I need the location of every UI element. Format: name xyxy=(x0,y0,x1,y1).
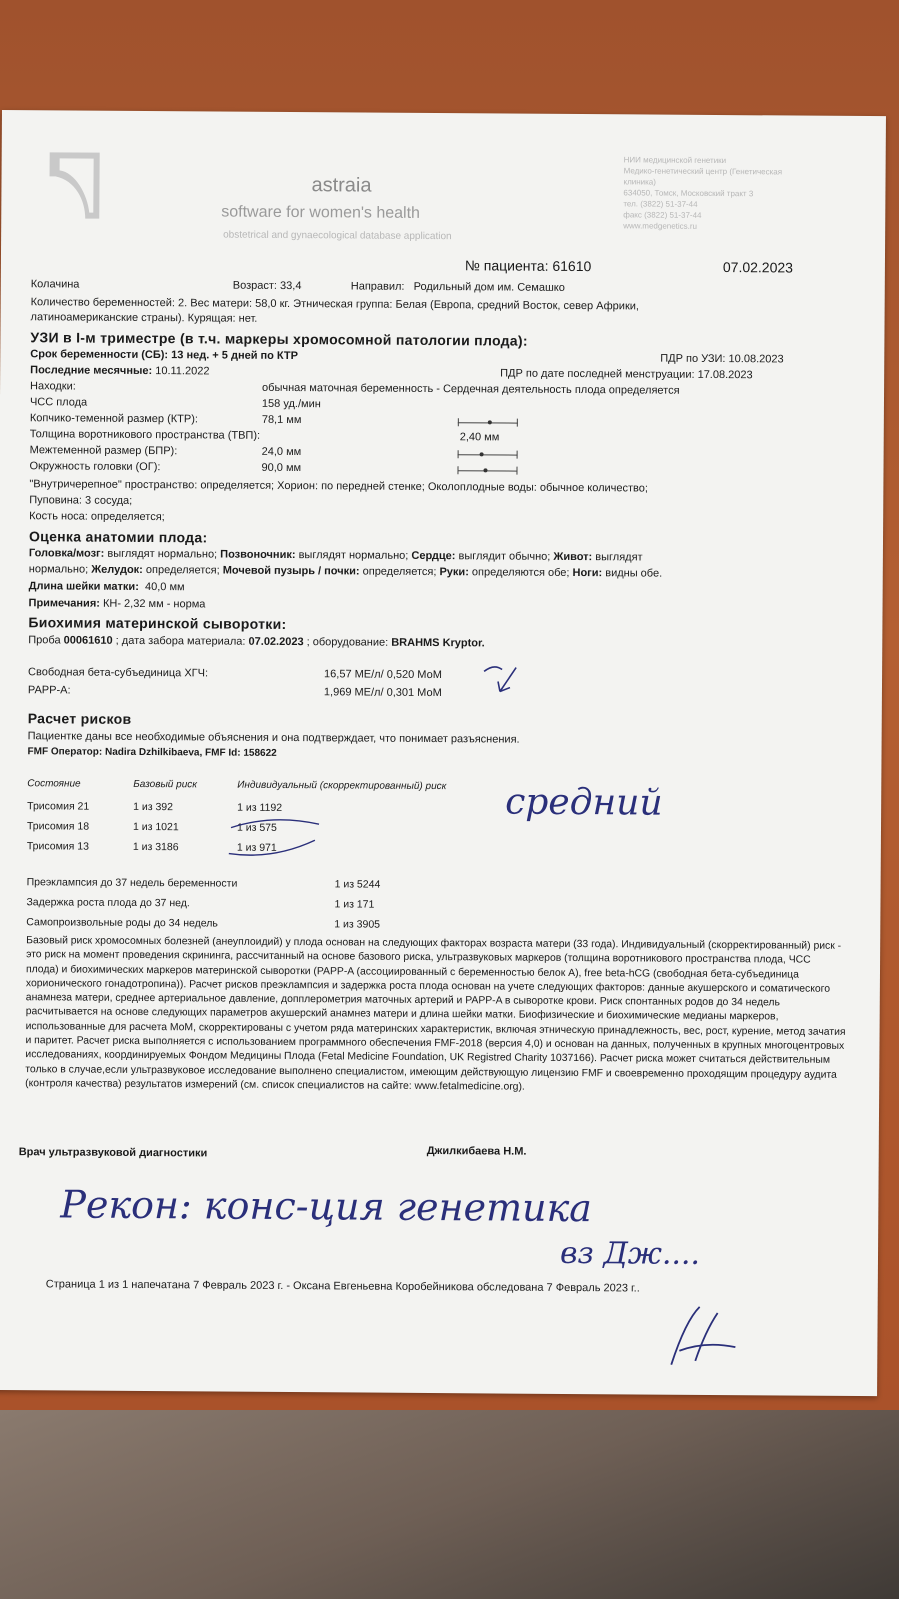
us-row-value: 24,0 мм xyxy=(261,445,302,459)
risk-row-cond: Трисомия 18 xyxy=(26,820,90,833)
risk-row-individual: 1 из 971 xyxy=(236,841,277,854)
other-risk-value: 1 из 3905 xyxy=(334,918,381,931)
other-risk-cond: Преэклампсия до 37 недель беременности xyxy=(26,876,238,890)
ultrasound-title: УЗИ в I-м триместре (в т.ч. маркеры хромосомной патологии плода): xyxy=(30,329,528,349)
risk-row-base: 1 из 3186 xyxy=(132,840,179,854)
biochem-label: PAPP-A: xyxy=(27,684,71,697)
us-row-label: Окружность головки (ОГ): xyxy=(29,460,161,474)
handwritten-circle-mark xyxy=(223,814,323,861)
risk-header-individual: Индивидуальный (скорректированный) риск xyxy=(237,779,447,793)
fmf-operator: FMF Оператор: Nadira Dzhilkibaeva, FMF Id: 158622 xyxy=(27,746,277,759)
signature-mark xyxy=(665,1301,745,1372)
anatomy-title: Оценка анатомии плода: xyxy=(28,528,208,546)
anatomy-line1: Головка/мозг: выглядят нормально; Позвоночник: выглядят нормально; Сердце: выглядит обычно; Живот: выглядят xyxy=(28,547,643,564)
handwritten-arrow-mark xyxy=(480,661,530,701)
percentile-scale xyxy=(458,449,518,459)
us-row-value: 158 уд./мин xyxy=(261,397,321,411)
notes: Примечания: КН- 2,32 мм - норма xyxy=(28,597,206,611)
risk-row-base: 1 из 392 xyxy=(133,800,174,814)
last-menstruation: Последние месячные: 10.11.2022 xyxy=(30,364,210,378)
us-row-value: 78,1 мм xyxy=(261,413,302,427)
risk-header-base: Базовый риск xyxy=(133,778,198,791)
biochem-value: 1,969 МЕ/л/ 0,301 МоМ xyxy=(323,686,442,700)
brand-subtag: obstetrical and gynaecological database application xyxy=(223,229,452,243)
patient-details-line1: Количество беременностей: 2. Вес матери: 58,0 кг. Этническая группа: Белая (Европа, средний Восток, север Африки, xyxy=(30,296,640,313)
patient-name: Колачина xyxy=(30,278,80,291)
due-date-lmp: ПДР по дате последней менструации: 17.08.2023 xyxy=(500,367,753,382)
other-risk-cond: Самопроизвольные роды до 34 недель xyxy=(26,916,218,930)
nasal-bone-line: Кость носа: определяется; xyxy=(29,510,165,524)
handwritten-note-1: средний xyxy=(505,781,663,824)
other-risk-value: 1 из 171 xyxy=(334,898,375,911)
findings-label: Находки: xyxy=(30,380,76,393)
anatomy-line2: нормально; Желудок: определяется; Мочевой пузырь / почки: определяется; Руки: определяются обе; Ноги: видны обе. xyxy=(28,563,663,580)
risk-row-individual: 1 из 575 xyxy=(236,821,277,834)
referred-by: Направил: Родильный дом им. Семашко xyxy=(350,280,565,294)
doctor-label: Врач ультразвуковой диагностики xyxy=(18,1146,208,1160)
findings-value: обычная маточная беременность - Сердечная деятельность плода определяется xyxy=(262,381,680,397)
biochem-label: Свободная бета-субъединица ХГЧ: xyxy=(28,666,209,680)
patient-details-line2: латиноамериканские страны). Курящая: нет. xyxy=(30,311,258,325)
umbilical-cord-line: Пуповина: 3 сосуда; xyxy=(29,494,133,507)
us-row-label: Копчико-теменной размер (КТР): xyxy=(29,412,199,426)
other-risk-value: 1 из 5244 xyxy=(334,878,381,891)
patient-number: № пациента: 61610 xyxy=(464,257,592,275)
document-page xyxy=(0,110,886,1396)
risk-row-individual: 1 из 1192 xyxy=(237,801,283,814)
intracranial-chorion-line: "Внутричерепное" пространство: определяется; Хорион: по передней стенке; Околоплодные воды: обычное количество; xyxy=(29,478,648,495)
sample-info: Проба 00061610 ; дата забора материала: 07.02.2023 ; оборудование: BRAHMS Kryptor. xyxy=(28,634,485,650)
handwritten-signature-text: вз Дж.... xyxy=(559,1235,701,1272)
handwritten-recommendation: Рекон: конс-ция генетика xyxy=(60,1182,593,1231)
page-footer: Страница 1 из 1 напечатана 7 Февраль 2023 г. - Оксана Евгеньевна Коробейникова обследована 7 Февраль 2023 г.. xyxy=(45,1278,640,1295)
biochem-title: Биохимия материнской сыворотки: xyxy=(28,614,287,632)
us-row-label: Толщина воротникового пространства (ТВП): xyxy=(29,428,261,442)
consent-text: Пациентке даны все необходимые объяснения и она подтверждает, что понимает разъяснения. xyxy=(27,730,520,746)
brand-name: astraia xyxy=(311,174,372,197)
other-risk-cond: Задержка роста плода до 37 нед. xyxy=(26,896,190,910)
due-date-ultrasound: ПДР по УЗИ: 10.08.2023 xyxy=(660,352,784,366)
institution-stamp: НИИ медицинской генетики Медико-генетический центр (Генетическая клиника) 634050, Томск, Московский тракт 3 тел. (3822) 51-37-44 факс (3822) 51-37-44 www.medgenetics.ru xyxy=(623,155,783,231)
report-date: 07.02.2023 xyxy=(722,259,794,276)
floor-background xyxy=(0,1410,899,1599)
percentile-scale xyxy=(458,417,518,427)
biochem-value: 16,57 МЕ/л/ 0,520 МоМ xyxy=(324,668,442,682)
cervix-length: Длина шейки матки: 40,0 мм xyxy=(28,580,185,594)
risk-row-base: 1 из 1021 xyxy=(132,820,179,834)
gestational-age: Срок беременности (СБ): 13 нед. + 5 дней по КТР xyxy=(30,348,299,363)
risk-row-cond: Трисомия 13 xyxy=(26,840,90,853)
us-row-value: 2,40 мм xyxy=(459,431,500,444)
brand-tagline: software for women's health xyxy=(221,203,421,222)
astraia-logo-icon xyxy=(45,150,103,220)
doctor-name: Джилкибаева Н.М. xyxy=(426,1144,527,1158)
risk-header-cond: Состояние xyxy=(27,778,81,790)
us-row-label: ЧСС плода xyxy=(29,396,88,409)
patient-age: Возраст: 33,4 xyxy=(232,279,302,293)
us-row-value: 90,0 мм xyxy=(261,461,302,475)
risk-title: Расчет рисков xyxy=(27,710,132,727)
risk-row-cond: Трисомия 21 xyxy=(27,800,90,813)
us-row-label: Межтеменной размер (БПР): xyxy=(29,444,178,458)
percentile-scale xyxy=(457,465,517,475)
explanation-text: Базовый риск хромосомных болезней (анеуплоидий) у плода основан на следующих факторах возраста матери (33 года). Индивидуальный (скорректированный) риск - это риск на момент проведения скрининга, рассчитанный на основе базового риска, ультразвуковых маркеров (толщина воротникового пространства плода, ЧСС плода) и биохимических маркеров материнской сыворотки (PAPP-A (ассоциированный с беременностью белок А), free beta-hCG (свободная бета-субъединица хорионического гонадотропина)). Расчет рисков преэклампсия и задержка роста плода основан на учете следующих факторов: данные акушерского и соматического анамнеза матери, среднее артериальное давление, допплерометрия маточных артерий и PAPP-A в сыворотке крови. Риск спонтанных родов до 34 недель расчитывается на основе следующих параметров акушерский анамнез матери и длина шейки матки. Биофизические и биохимические медианы маркеров, использованные для расчета МоМ, скорректированы с учетом ряда материнских характеристик, включая этническую принадлежность, вес, рост, курение, метод зачатия и паритет. Расчет риска выполняется с использованием программного обеспечения FMF-2018 (версия 4,0) и основан на данных, полученных в крупных многоцентровых исследованиях, координируемых Фондом Медицины Плода (Fetal Medicine Foundation, UK Registred Charity 1037166). Расчет риска может считаться действительным только в случае,если ультразвуковое исследование выполнено специалистом, имеющим действующую лицензию FMF и своевременно проходящим процедуру аудита (контроля качества) результатов измерений (см. список специалистов на сайте: www.fetalmedicine.org). xyxy=(25,935,846,1093)
